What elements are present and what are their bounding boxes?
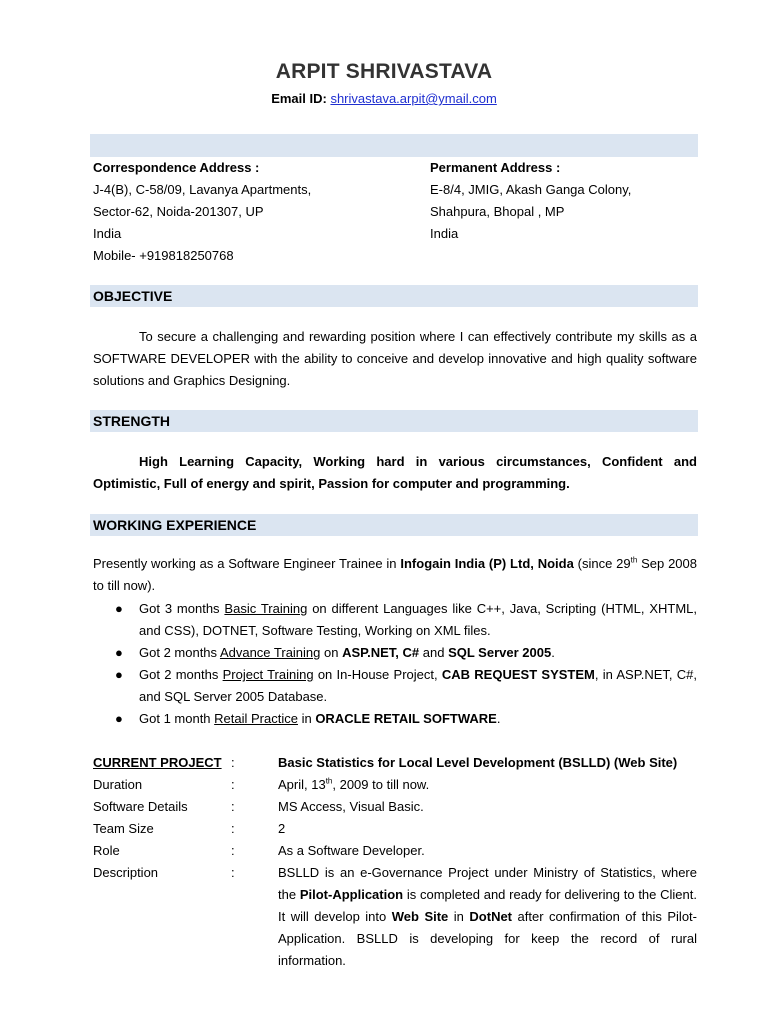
software-label: Software Details — [93, 799, 188, 814]
permanent-heading: Permanent Address : — [430, 160, 561, 175]
email-line — [0, 91, 768, 106]
bullet-icon: ● — [115, 667, 123, 682]
role-label: Role — [93, 843, 120, 858]
duration-value: April, 13th, 2009 to till now. — [278, 776, 430, 792]
colon: : — [231, 821, 235, 836]
experience-heading: WORKING EXPERIENCE — [90, 514, 698, 536]
address-line: E-8/4, JMIG, Akash Ganga Colony, — [430, 182, 632, 197]
bullet-icon: ● — [115, 601, 123, 616]
bullet-icon: ● — [115, 711, 123, 726]
strength-text: High Learning Capacity, Working hard in various circumstances, Confident and Optimistic, Full of energy and spirit, Passion for computer and programming. — [93, 454, 697, 491]
experience-intro — [93, 553, 697, 597]
address-line: India — [93, 226, 122, 241]
description-label: Description — [93, 865, 159, 880]
address-line: India — [430, 226, 459, 241]
colon: : — [231, 799, 235, 814]
objective-heading: OBJECTIVE — [90, 285, 698, 307]
bullet-icon: ● — [115, 645, 123, 660]
training-list — [93, 598, 697, 730]
candidate-name: ARPIT SHRIVASTAVA — [275, 60, 493, 83]
company-name: Infogain India (P) Ltd, Noida — [400, 556, 574, 571]
training-name: Basic Training — [224, 601, 308, 616]
software-value: MS Access, Visual Basic. — [278, 799, 424, 814]
permanent-address — [430, 157, 631, 245]
team-size-label: Team Size — [93, 821, 154, 836]
list-item: ● Got 3 months Basic Training on different Languages like C++, Java, Scripting (HTML, XHTML, and CSS), DOTNET, Software Testing, Working on XML files. — [93, 598, 697, 642]
intro-text: (since 29 — [573, 556, 631, 571]
project-row — [93, 840, 697, 862]
project-row — [93, 818, 697, 840]
team-size-value: 2 — [278, 821, 286, 836]
colon: : — [231, 865, 235, 880]
intro-text: Sep 2008 to till now). — [93, 556, 697, 593]
date-suffix: th — [630, 555, 638, 565]
address-header-band — [90, 134, 698, 157]
correspondence-address — [93, 157, 311, 267]
training-name: Advance Training — [219, 645, 321, 660]
email-link[interactable]: shrivastava.arpit@ymail.com — [330, 91, 497, 106]
list-item: ● Got 1 month Retail Practice in ORACLE RETAIL SOFTWARE. — [93, 708, 697, 730]
role-value: As a Software Developer. — [278, 843, 425, 858]
current-project-value: Basic Statistics for Local Level Development (BSLLD) (Web Site) — [278, 755, 678, 770]
address-line: Sector-62, Noida-201307, UP — [93, 204, 264, 219]
project-details — [93, 752, 697, 972]
colon: : — [231, 843, 235, 858]
address-line: J-4(B), C-58/09, Lavanya Apartments, — [93, 182, 312, 197]
description-value: BSLLD is an e-Governance Project under Ministry of Statistics, where the Pilot-Application is completed and ready for delivering to the Client. It will develop into Web Site in DotNet after confirmation of this Pilot-Application. BSLLD is developing for keep the record of rural information. — [278, 865, 697, 968]
project-row — [93, 774, 697, 796]
mobile-number: Mobile- +919818250768 — [93, 248, 234, 263]
training-name: Project Training — [222, 667, 314, 682]
project-row — [93, 796, 697, 818]
project-row — [93, 862, 697, 972]
strength-heading: STRENGTH — [90, 410, 698, 432]
email-label: Email ID: — [271, 91, 327, 106]
correspondence-heading: Correspondence Address : — [93, 160, 260, 175]
training-name: Retail Practice — [214, 711, 298, 726]
intro-text: Presently working as a Software Engineer Trainee in — [93, 556, 401, 571]
list-item: ● Got 2 months Project Training on In-House Project, CAB REQUEST SYSTEM, in ASP.NET, C#, and SQL Server 2005 Database. — [93, 664, 697, 708]
project-row — [93, 752, 697, 774]
address-line: Shahpura, Bhopal , MP — [430, 204, 565, 219]
current-project-label: CURRENT PROJECT — [93, 755, 222, 770]
objective-text: To secure a challenging and rewarding position where I can effectively contribute my skills as a SOFTWARE DEVELOPER with the ability to conceive and develop innovative and high quality software solutions and Graphics Designing. — [93, 329, 697, 388]
colon: : — [231, 755, 235, 770]
list-item: ● Got 2 months Advance Training on ASP.NET, C# and SQL Server 2005. — [93, 642, 697, 664]
colon: : — [231, 777, 235, 792]
duration-label: Duration — [93, 777, 143, 792]
